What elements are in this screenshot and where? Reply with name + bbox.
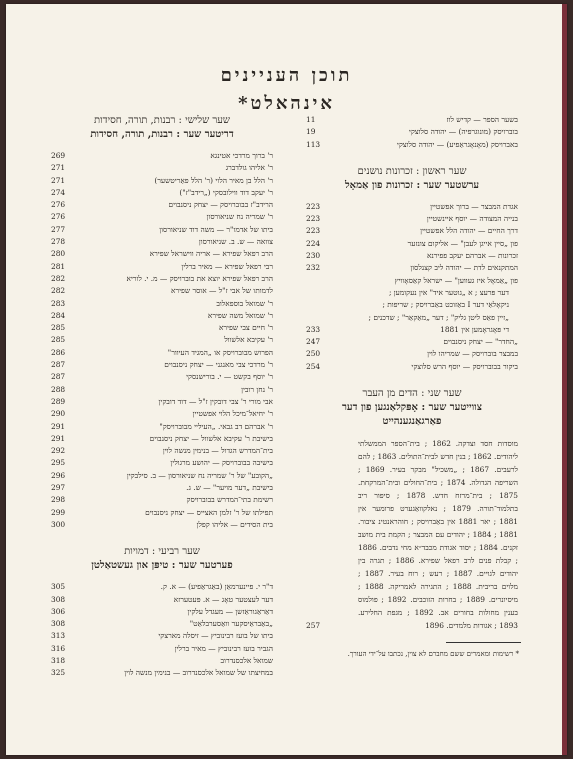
toc-entry-title: פון „סיין אייגן לעבן" — אליקום צונזער (407, 238, 518, 248)
toc-entry-page: 223 (306, 201, 321, 211)
toc-entry-title: המתקנאים לדת — יהודה ליב קצנלסון (410, 263, 518, 273)
toc-entry-page: 283 (51, 298, 66, 308)
toc-entry (306, 250, 518, 262)
toc-entry-title: פון „אַמאָל איז געווען" — ישראל קאַסאָוויץ (394, 275, 518, 285)
toc-entry-page: 284 (51, 310, 66, 320)
toc-entry (51, 581, 273, 593)
toc-entry (51, 187, 273, 199)
toc-entry (51, 445, 273, 457)
toc-entry-page: 316 (51, 643, 66, 653)
toc-entry-title: ביתו של בועז רבינוביץ — זיסלה מארצקי (158, 631, 273, 641)
intro-list (306, 114, 518, 151)
toc-entry-title: ר' הלל בן מאיר הלוי (ר' הלל פאַריטשער) (154, 175, 273, 185)
toc-entry-title: הרב רפאל שפירא יוצא את בוברויסק — מ. י. לוריא (126, 273, 273, 283)
toc-entry-page: 297 (51, 483, 66, 493)
toc-entry-page: 274 (51, 187, 66, 197)
toc-entry (51, 667, 273, 679)
toc-entry-page: 278 (51, 237, 66, 247)
section1-list (306, 201, 518, 373)
toc-entry (51, 594, 273, 606)
toc-entry (51, 519, 273, 531)
toc-entry-title: אגדת המבצר — ברוך אפשטיין (430, 201, 518, 211)
toc-entry-title: ביקור בבוברויסק — יוסף הרש סלוצקי (411, 361, 518, 371)
toc-entry-page: 291 (51, 421, 66, 431)
toc-entry-title: שמואל אלכסנדרוב (220, 655, 273, 665)
title-block (6, 64, 567, 116)
toc-entry-title: בית־המדרש הגדול — בנימין מנשה לוין (162, 446, 273, 456)
section2-heading: שער שני : הדים מן העבר (362, 388, 462, 400)
toc-entry-page: 291 (51, 433, 66, 443)
toc-entry-title: „זיין פאַס ליטן גליק" ; דער „מאַקאַר" ; שדכנים ; (368, 312, 509, 322)
toc-entry-title: בית הסידים — אליהו קפלן (196, 519, 273, 529)
toc-entry-title: בישיבת ר' עקיבא אלשוול — יצחק ניסנבוים (149, 433, 273, 443)
toc-entry (51, 322, 273, 334)
toc-entry-title: דער לעצטער טאָג — א. פּעטערזא (173, 594, 273, 604)
toc-entry-page: 298 (51, 495, 66, 505)
toc-entry (51, 175, 273, 187)
toc-entry-page: 292 (51, 446, 66, 456)
toc-entry-title: בישיבה בבוברויסק — יהושע מרגולין (170, 458, 273, 468)
toc-entry-page: 276 (51, 200, 66, 210)
toc-entry-title: בשער הספר — קדיש לוז (446, 115, 518, 124)
section2-paragraph: מוסדות חסד וצדקה. 1862 ; בית־הספר הממשלתי ליהודים. 1862 ; בנין חדש לבית־התולים. 1863 ; להם לרעבים. 1867 ; „משכיל" מבקר בעיר. 1869 ; השריפה הגדולה. 1874 ; בית־החולים ובית־המרקחת. 1875 ; בית־מרזח חדש. 1878 ; סיפור ריב בתלמוד־תורה. 1879 ; נאלקוואַגערט פרומער אין 1881 ; יאר 1881 אין באַברויסק ; חוהראנטינ ציבור. 1881 ; 1884 ; יהודים עם המבצר ; הקמת בית מושב זקנים. 1884 ; יסוד אגודת מכבד״א מחי נדבים. 1886 ; קבלת פנים לרב רפאל שפירא. 1886 ; תגרה בין יהודים לגויים. 1887 ; רעש ; רוח בעיר. 1887 ; מלוים בריבית. 1888 ; התגירה לאמריקה. 1888 ; מיסיונרים. 1889 ; בחרות הזוכבים. 1892 ; פולמוס בענין מחולות בחורים אב. 1892 ; מגפת החלירע. 1893 ; אגודות מלמדים. 1896 (358, 439, 519, 631)
toc-entry-title: דער פּרעצ ; א „גוטער איד" אין נעקומען ; (388, 287, 509, 297)
toc-entry-page: 287 (51, 360, 66, 370)
toc-entry-title: „החדר" — יצחק ניסנבוים (443, 337, 518, 347)
toc-entry-page: 318 (51, 655, 66, 665)
toc-entry-title: ר' חיים צבי שפירא (218, 323, 273, 333)
toc-entry-page: 254 (306, 361, 321, 371)
toc-entry-title: הרידב"ז בבוברויסק — יצחק ניסנבוים (168, 200, 273, 210)
toc-entry (306, 114, 518, 126)
toc-entry (306, 299, 518, 311)
toc-entry-title: דאַראַגוראַזשן — מעגדל עלקין (187, 606, 273, 616)
toc-entry (51, 334, 273, 346)
toc-entry (51, 347, 273, 359)
toc-entry-title: הרב רפאל שפירא — אריה ווישראל שפירא (149, 249, 273, 259)
toc-entry (306, 324, 518, 336)
footnote: * רשימות ומאמרים ששם מחברם לא צוין, נכתבו על־ידי העורך. (347, 650, 519, 658)
toc-entry (51, 261, 273, 273)
toc-entry (51, 211, 273, 223)
toc-entry-title: ניקאָלאַי דער I באַזוכט באַברויסק ; שריפות ; (382, 300, 509, 310)
toc-entry (306, 201, 518, 213)
toc-entry (306, 287, 518, 299)
toc-entry-title: הגביר בועז רבינוביץ — מאיר ברלין (174, 643, 273, 653)
toc-entry-page: 233 (306, 324, 321, 334)
book-spine-edge (562, 4, 567, 755)
section3-heading-yiddish: דריטער שער : רבנות, תורה, חסידות (90, 129, 234, 140)
section4-heading: שער רביעי : דמויות (124, 546, 200, 558)
toc-entry (51, 408, 273, 420)
section2-page-number: 257 (306, 620, 321, 630)
toc-entry-page: 276 (51, 212, 66, 222)
toc-entry (306, 312, 518, 324)
toc-entry-title: ר' מרדכי צבי מאנגני — יצחק ניסנבוים (164, 360, 273, 370)
toc-entry (306, 225, 518, 237)
toc-entry-page: 308 (51, 619, 66, 629)
toc-entry-title: ר' נחן רובין (241, 384, 273, 394)
toc-entry-page: 325 (51, 668, 66, 678)
toc-entry-title: ר' ברוך מרדכי אטינגא (210, 151, 273, 160)
toc-entry-title: באברויסק (מאָנאָגראַפיע) — יהודה סלוצקי (396, 139, 518, 149)
toc-entry-page: 305 (51, 582, 66, 592)
toc-entry (51, 433, 273, 445)
toc-entry-title: אבי מורי ר' צבי דובקין ז"ל — דוד דובקין (158, 396, 273, 406)
toc-entry-page: 313 (51, 631, 66, 641)
toc-entry-page: 113 (306, 139, 321, 149)
toc-entry-title: ר' שמואל משה שפירא (207, 310, 273, 320)
toc-entry-page: 224 (306, 238, 321, 248)
toc-entry-title: צוואה — ש. ב. שניאורסון (198, 237, 273, 247)
toc-entry-title: די פּאָגראָמען אין 1881 (440, 324, 509, 334)
toc-entry-title: ר' עקיבא אלשוול (224, 335, 273, 345)
toc-entry-page: 271 (51, 175, 66, 185)
toc-entry-title: רשימת בתי־המדרש בבוברויסק (186, 495, 273, 505)
section2-heading-yiddish-1: צווייטער שער : אָפּקלאַנגען פון דער (342, 402, 482, 414)
toc-entry (306, 361, 518, 373)
toc-entry-title: זכרונות — אברהם יעקב פפירנא (426, 251, 518, 261)
right-column (306, 114, 518, 632)
toc-entry-page: 290 (51, 409, 66, 419)
section1-heading-yiddish: ערשטער שער : זכרונות פון אַמאָל (344, 179, 480, 191)
toc-entry-title: „הקובע" של ר' שמריה נח שניאורסון — ב. סילבקין (126, 470, 273, 480)
toc-entry (51, 470, 273, 482)
toc-entry (306, 238, 518, 250)
toc-entry (51, 643, 273, 655)
toc-entry (51, 421, 273, 433)
toc-entry-page: 287 (51, 372, 66, 382)
toc-entry (51, 655, 273, 667)
toc-entry (51, 224, 273, 236)
toc-entry-title: לדמותו של אבי ז"ל — אוסר שפירא (171, 286, 273, 296)
toc-entry-page: 282 (51, 286, 66, 296)
toc-entry-page: 296 (51, 470, 66, 480)
toc-entry-page: 282 (51, 273, 66, 283)
toc-entry-page: 230 (306, 251, 321, 261)
toc-entry (51, 248, 273, 260)
toc-entry (51, 457, 273, 469)
toc-entry-page: 19 (306, 127, 316, 137)
toc-entry-title: במבצר בוברויסק — שמריהו לוין (427, 349, 518, 359)
section2-heading-yiddish-2: פאַרגאַנגענהייט (382, 416, 442, 428)
toc-entry-title: „באַבראַיסקער וואַסערבלאַט" (189, 619, 273, 629)
section1-heading: שער ראשון : זכרונות נושנים (357, 165, 467, 177)
toc-entry (51, 199, 273, 211)
toc-entry (51, 396, 273, 408)
toc-entry-page: 308 (51, 594, 66, 604)
toc-entry (306, 262, 518, 274)
toc-entry-page: 289 (51, 396, 66, 406)
toc-entry-title: ר' יחיאל־מיכל הלוי אפשטיין (192, 409, 273, 419)
toc-entry-title: ר' יעקב דוד ווילובסקי („רידב"ז") (179, 187, 273, 197)
toc-entry-title: ביתו של אדמו"ר — משה דוד שניאורסון (159, 224, 273, 234)
toc-entry-title: ר' אליהו גולדברג (225, 163, 273, 173)
toc-entry (51, 298, 273, 310)
toc-entry (51, 494, 273, 506)
toc-entry-page: 299 (51, 507, 66, 517)
toc-entry (51, 273, 273, 285)
toc-entry (51, 384, 273, 396)
section4-list (51, 581, 273, 679)
toc-entry-page: 280 (51, 249, 66, 259)
toc-entry-title: דרך החיים — יהודה הלל אפשטיין (420, 226, 518, 236)
toc-entry (51, 630, 273, 642)
toc-entry (51, 606, 273, 618)
toc-entry (306, 336, 518, 348)
book-page (6, 4, 567, 755)
toc-entry (306, 213, 518, 225)
toc-entry-title: תפילתו של ר' זלמן האצייס — יצחק ניסנבוים (145, 507, 273, 517)
toc-entry-title: רבי רפאל שפירא — מאיר ברלין (181, 261, 273, 271)
toc-entry-page: 223 (306, 214, 321, 224)
page-title: תוכן העניינים (220, 65, 353, 86)
toc-entry (51, 507, 273, 519)
toc-entry (51, 236, 273, 248)
toc-entry (51, 150, 273, 162)
toc-entry-page: 285 (51, 335, 66, 345)
toc-entry-page: 271 (51, 163, 66, 173)
toc-entry-page: 277 (51, 224, 66, 234)
toc-entry-title: בנייה המצודה — יוסף איינשטיין (426, 214, 518, 224)
toc-entry-page: 285 (51, 323, 66, 333)
toc-entry (306, 126, 518, 138)
toc-entry-page: 269 (51, 151, 66, 160)
toc-entry-title: במחיצתו של שמואל אלכסנדרוב — בנימין מנשה לוין (124, 668, 273, 678)
section3-list (51, 150, 273, 531)
section4-heading-yiddish: פערטער שער : טיפּן און געשטאַלטן (91, 560, 233, 572)
toc-entry-title: בישיבת „דער מויער" — ש. ג. (186, 483, 273, 493)
toc-entry-page: 306 (51, 606, 66, 616)
toc-entry-title: ר' שמואל בוספאלוב (216, 298, 273, 308)
toc-entry-page: 232 (306, 263, 321, 273)
left-column (51, 114, 273, 680)
toc-entry (51, 618, 273, 630)
section2-block (306, 437, 518, 632)
toc-entry-title: הפרוש מבוברויסק או „המגיד העיוור" (167, 347, 273, 357)
toc-entry (51, 482, 273, 494)
toc-entry-title: ד"ר י. פיינערמאַן (באַגראַפיע) — א. ק. (160, 582, 273, 592)
toc-entry (51, 162, 273, 174)
section3-heading: שער שלישי : רבנות, תורה, חסידות (93, 115, 230, 126)
toc-entry-title: בוברויסק (מונוגרפיה) — יהודה סלוצקי (408, 127, 518, 137)
toc-entry-title: ר' שמריה נח שניאורסון (206, 212, 273, 222)
toc-entry (51, 359, 273, 371)
toc-entry-page: 295 (51, 458, 66, 468)
toc-entry-page: 286 (51, 347, 66, 357)
toc-entry (306, 275, 518, 287)
toc-entry-page: 11 (306, 115, 316, 124)
page-subtitle: אינהאלט* (238, 93, 335, 114)
toc-entry (51, 371, 273, 383)
toc-entry-page: 288 (51, 384, 66, 394)
toc-entry (306, 139, 518, 151)
toc-entry (51, 285, 273, 297)
toc-entry-page: 250 (306, 349, 321, 359)
footnote-rule (446, 642, 521, 643)
toc-entry (306, 348, 518, 360)
toc-entry-title: ר' יוסף בקשט — י. בורישנסקי (186, 372, 273, 382)
toc-entry-page: 300 (51, 519, 66, 529)
toc-entry-page: 247 (306, 337, 321, 347)
toc-entry (51, 310, 273, 322)
toc-entry-page: 281 (51, 261, 66, 271)
toc-entry-title: ר' אברהם דב גבאי. „העיליי מבוברויסק" (159, 421, 273, 431)
toc-entry-page: 223 (306, 226, 321, 236)
